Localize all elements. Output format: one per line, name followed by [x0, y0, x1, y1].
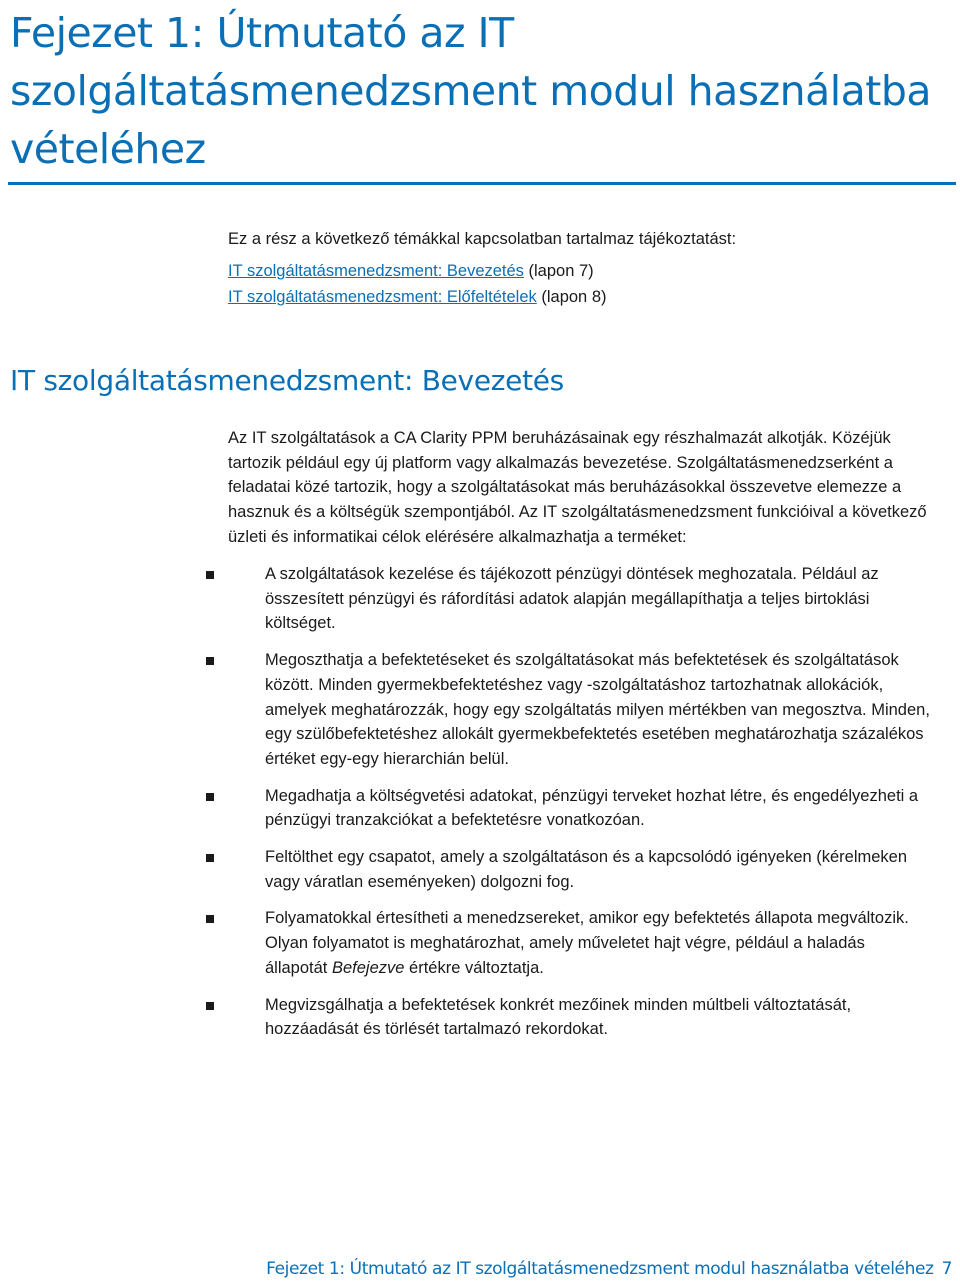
toc-page-ref: (lapon 8)	[536, 288, 607, 306]
list-item	[200, 906, 930, 980]
bullet-text: Megvizsgálhatja a befektetések konkrét mezőinek minden múltbeli változtatását, hozzáadását és törlését tartalmazó rekordokat.	[265, 995, 852, 1039]
intro-lead: Ez a rész a következő témákkal kapcsolatban tartalmaz tájékoztatást:	[228, 230, 737, 248]
page-number: 7	[941, 1259, 952, 1279]
title-divider	[8, 182, 956, 185]
bullet-text-post: értékre változtatja.	[404, 958, 544, 977]
bullet-list	[200, 562, 930, 1054]
bullet-icon	[206, 657, 214, 665]
toc-link-elofeltetelek[interactable]: IT szolgáltatásmenedzsment: Előfeltételek	[228, 288, 537, 306]
bullet-icon	[206, 915, 214, 923]
list-item	[200, 648, 930, 772]
toc-item	[228, 258, 928, 284]
intro-block	[228, 226, 928, 310]
toc-list	[228, 258, 928, 310]
page-footer	[266, 1259, 952, 1279]
bullet-icon	[206, 571, 214, 579]
bullet-text: Feltölthet egy csapatot, amely a szolgáltatáson és a kapcsolódó igényeken (kérelmeken vagy váratlan eseményeken) dolgozni fog.	[265, 848, 908, 891]
list-item	[200, 993, 930, 1042]
section-title: IT szolgáltatásmenedzsment: Bevezetés	[10, 364, 564, 397]
list-item	[200, 845, 930, 894]
toc-item	[228, 284, 928, 310]
bullet-icon	[206, 793, 214, 801]
list-item	[200, 784, 930, 833]
chapter-title: Fejezet 1: Útmutató az IT szolgáltatásmenedzsment modul használatba vételéhez	[10, 9, 931, 173]
toc-page-ref: (lapon 7)	[523, 262, 594, 280]
bullet-text: Megoszthatja a befektetéseket és szolgáltatásokat más befektetések és szolgáltatások között. Minden gyermekbefektetéshez vagy -szolgáltatáshoz tartozhatnak allokációk, amelyek meghatározzák, hogy egy szolgáltatás milyen mértékben van megosztva. Minden, egy szülőbefektetéshez allokált gyermekbefektetés esetében meghatározhatja százalékos értéket egy-egy hierarchián belül.	[265, 651, 930, 768]
bullet-text: A szolgáltatások kezelése és tájékozott pénzügyi döntések meghozatala. Például az összesített pénzügyi és ráfordítási adatok alapján megállapíthatja a teljes birtoklási költséget.	[265, 565, 879, 633]
section-body	[228, 426, 928, 550]
bullet-icon	[206, 854, 214, 862]
bullet-text-pre: Folyamatokkal értesítheti a menedzsereket, amikor egy befektetés állapota megváltozik. Olyan folyamatot is meghatározhat, amely műveletet hajt végre, például a haladás állapotát	[265, 909, 909, 977]
toc-link-bevezetes[interactable]: IT szolgáltatásmenedzsment: Bevezetés	[228, 262, 524, 280]
bullet-text: Megadhatja a költségvetési adatokat, pénzügyi terveket hozhat létre, és engedélyezheti a pénzügyi tranzakciókat a befektetésre vonatkozóan.	[265, 786, 919, 830]
list-item	[200, 562, 930, 636]
bullet-emphasis: Befejezve	[331, 958, 405, 977]
section-paragraph: Az IT szolgáltatások a CA Clarity PPM beruházásainak egy részhalmazát alkotják. Közéjük tartozik például egy új platform vagy alkalmazás bevezetése. Szolgáltatásmenedzserként a feladatai közé tartozik, hogy a szolgáltatásokat más beruházásokkal összevetve elemezze a hasznuk és a költségük szempontjából. Az IT szolgáltatásmenedzsment funkcióival a következő üzleti és informatikai célok elérésére alkalmazhatja a terméket:	[228, 429, 927, 546]
bullet-icon	[206, 1002, 214, 1010]
footer-chapter-title: Fejezet 1: Útmutató az IT szolgáltatásmenedzsment modul használatba vételéhez	[266, 1259, 934, 1279]
